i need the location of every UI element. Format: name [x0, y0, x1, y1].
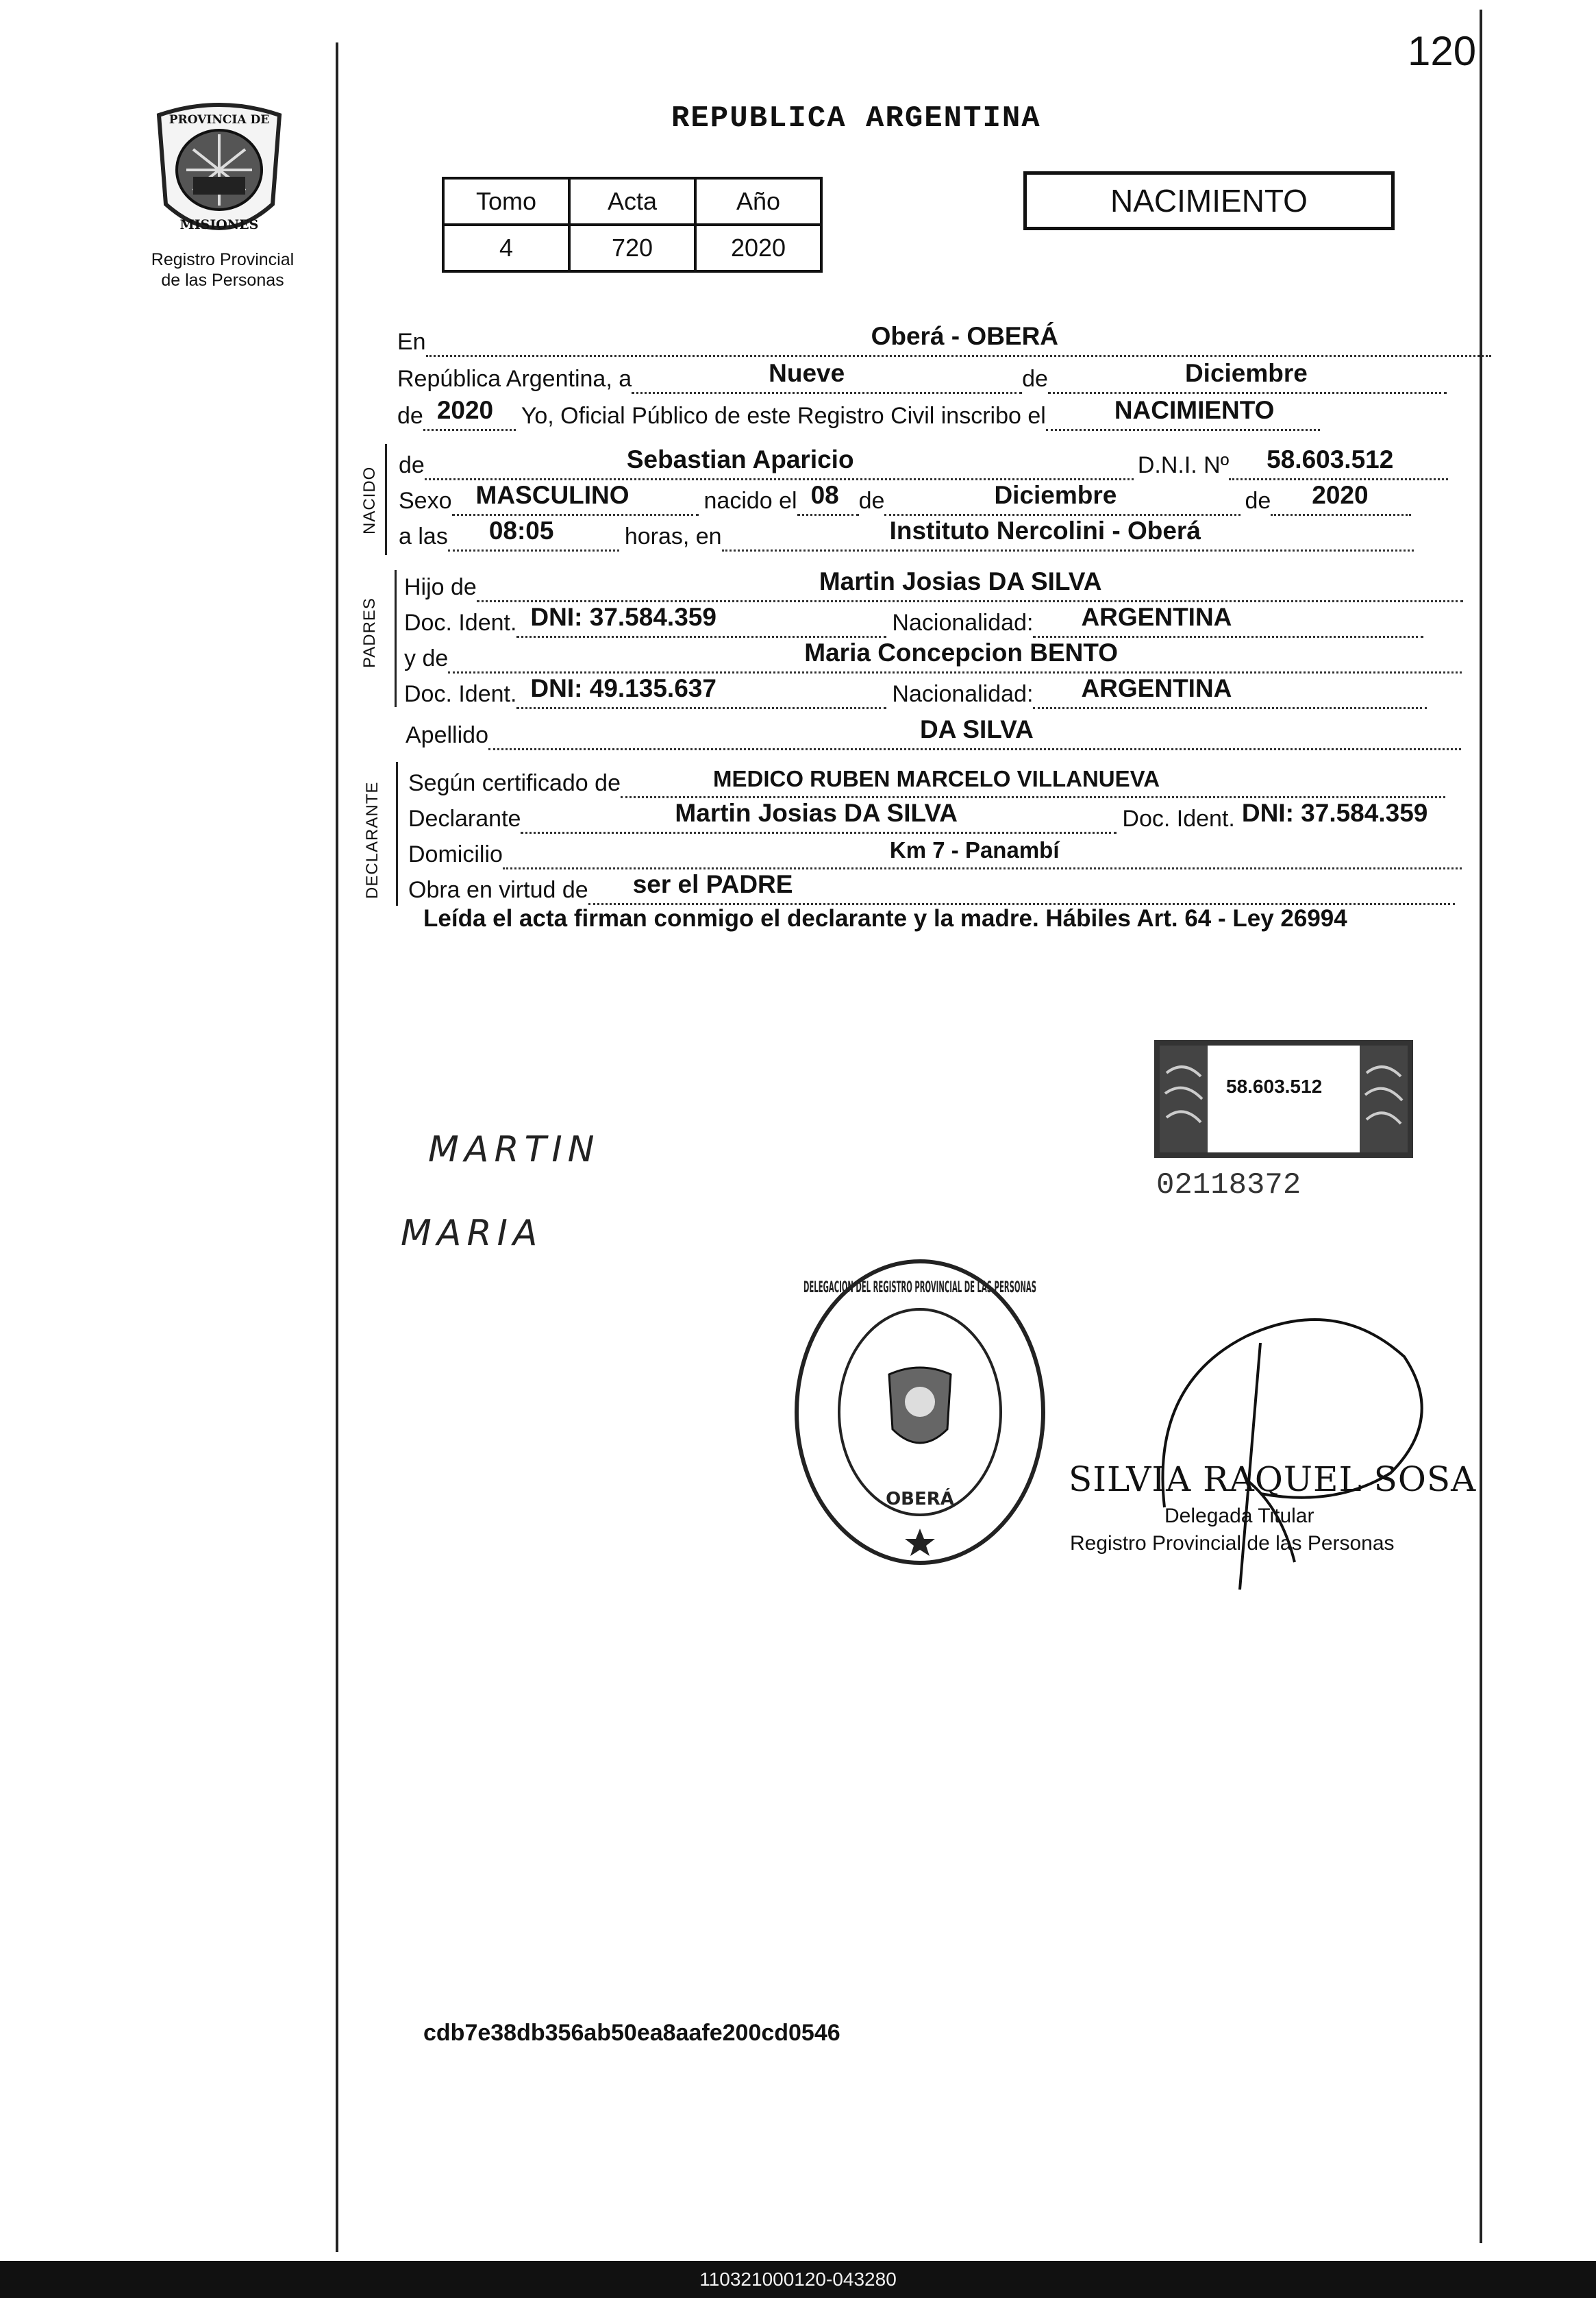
- dni-label: D.N.I. Nº: [1137, 452, 1230, 478]
- declarante-side-label: DECLARANTE: [363, 781, 382, 899]
- rep-label: República Argentina, a: [397, 366, 632, 392]
- seal-ring-text: DELEGACION DEL REGISTRO PROVINCIAL DE LAS PERSONAS: [803, 1279, 1036, 1296]
- nacido-de-label: de: [399, 452, 425, 478]
- horas-label: horas, en: [624, 523, 722, 549]
- declarante-bracket: [396, 762, 398, 906]
- value-acta: 720: [569, 225, 695, 271]
- line-mother-doc: [404, 674, 1427, 709]
- father-doc-label: Doc. Ident.: [404, 610, 517, 636]
- hijo-label: Hijo de: [404, 574, 477, 600]
- dom-label: Domicilio: [408, 841, 503, 867]
- decl-doc-label: Doc. Ident.: [1122, 806, 1235, 832]
- official-role: Delegada Titular: [1164, 1505, 1314, 1527]
- padres-bracket: [395, 570, 397, 707]
- sexo-label: Sexo: [399, 488, 452, 514]
- emblem-top-text: PROVINCIA DE: [169, 113, 270, 127]
- sex-value: MASCULINO: [475, 481, 629, 509]
- logo-caption-line2: de las Personas: [161, 271, 284, 290]
- alas-label: a las: [399, 523, 448, 549]
- en-label: En: [397, 329, 426, 355]
- declarant-doc-value: DNI: 37.584.359: [1241, 799, 1428, 827]
- logo-caption: [130, 249, 315, 291]
- line-en: [397, 322, 1491, 357]
- father-doc-value: DNI: 37.584.359: [530, 603, 716, 631]
- line-year: [397, 396, 1320, 431]
- place-value: Oberá - OBERÁ: [871, 322, 1059, 350]
- document-hash: cdb7e38db356ab50ea8aafe200cd0546: [423, 2020, 840, 2046]
- footer-code: 110321000120-043280: [0, 2261, 1596, 2298]
- mother-nat-value: ARGENTINA: [1081, 674, 1232, 702]
- record-table: [442, 177, 823, 273]
- line-hora: [399, 517, 1414, 552]
- mother-nat-label: Nacionalidad:: [892, 681, 1034, 707]
- value-tomo: 4: [443, 225, 569, 271]
- province-emblem-icon: [145, 101, 293, 245]
- line-hijo: [404, 567, 1463, 602]
- cert-label: Según certificado de: [408, 770, 621, 796]
- line-certificado: [408, 766, 1445, 798]
- line-republica: [397, 359, 1447, 394]
- mother-doc-value: DNI: 49.135.637: [530, 674, 716, 702]
- father-nat-value: ARGENTINA: [1081, 603, 1232, 631]
- record-table-header: [443, 178, 821, 225]
- record-type-box: NACIMIENTO: [1023, 171, 1395, 230]
- line-nacido-name: [399, 445, 1448, 480]
- fingerprint-card-dni: 58.603.512: [1226, 1076, 1323, 1097]
- official-name: SILVIA RAQUEL SOSA: [1069, 1459, 1477, 1499]
- line-obra: [408, 870, 1455, 905]
- address-value: Km 7 - Panambí: [889, 837, 1060, 863]
- year-value: 2020: [436, 396, 494, 424]
- declarant-name-value: Martin Josias DA SILVA: [675, 799, 958, 827]
- record-table-values: [443, 225, 821, 271]
- mother-doc-label: Doc. Ident.: [404, 681, 517, 707]
- left-margin-line: [336, 42, 338, 2252]
- event-value: NACIMIENTO: [1114, 396, 1275, 424]
- child-name-value: Sebastian Aparicio: [626, 445, 854, 473]
- header-acta: Acta: [569, 178, 695, 225]
- cert-value: MEDICO RUBEN MARCELO VILLANUEVA: [712, 766, 1160, 791]
- line-father-doc: [404, 603, 1423, 638]
- birth-month-value: Diciembre: [994, 481, 1117, 509]
- father-nat-label: Nacionalidad:: [892, 610, 1034, 636]
- padres-side-label: PADRES: [360, 597, 379, 668]
- handwritten-signature-1: MARTIN: [428, 1129, 600, 1170]
- de2-label: de: [397, 403, 423, 429]
- birth-time-value: 08:05: [488, 517, 554, 545]
- fingerprint-card-serial: 02118372: [1156, 1168, 1301, 1202]
- birth-day-value: 08: [810, 481, 839, 509]
- line-yde: [404, 639, 1462, 674]
- emblem-bottom-text: MISIONES: [179, 217, 259, 232]
- closing-note: Leída el acta firman conmigo el declarante y la madre. Hábiles Art. 64 - Ley 26994: [423, 905, 1347, 932]
- father-name-value: Martin Josias DA SILVA: [819, 567, 1102, 595]
- province-emblem: [145, 101, 293, 245]
- reason-value: ser el PADRE: [632, 870, 793, 898]
- line-declarante: [408, 799, 1430, 834]
- nacido-de-label2: de: [858, 488, 885, 514]
- birth-place-value: Instituto Nercolini - Oberá: [889, 517, 1201, 545]
- nacido-bracket: [385, 444, 387, 555]
- handwritten-signature-2: MARIA: [401, 1213, 543, 1254]
- apellido-value: DA SILVA: [919, 715, 1034, 743]
- logo-caption-line1: Registro Provincial: [151, 250, 295, 269]
- fingerprint-icon: [1160, 1046, 1408, 1152]
- fingerprint-card: [1154, 1040, 1413, 1158]
- official-seal: [786, 1251, 1053, 1573]
- seal-bottom-text: OBERÁ: [886, 1489, 954, 1509]
- month-value: Diciembre: [1184, 359, 1308, 387]
- nacido-side-label: NACIDO: [360, 466, 379, 534]
- birth-year-value: 2020: [1312, 481, 1369, 509]
- day-words-value: Nueve: [769, 359, 845, 387]
- header-tomo: Tomo: [443, 178, 569, 225]
- child-dni-value: 58.603.512: [1267, 445, 1394, 473]
- mother-name-value: Maria Concepcion BENTO: [804, 639, 1119, 667]
- officer-text: Yo, Oficial Público de este Registro Civil inscribo el: [521, 403, 1046, 429]
- country-title: REPUBLICA ARGENTINA: [671, 101, 1041, 136]
- yde-label: y de: [404, 645, 449, 671]
- official-office: Registro Provincial de las Personas: [1070, 1532, 1395, 1555]
- apellido-label: Apellido: [406, 722, 488, 748]
- line-sexo: [399, 481, 1411, 516]
- line-apellido: [406, 715, 1461, 750]
- line-domicilio: [408, 837, 1462, 869]
- decl-label: Declarante: [408, 806, 521, 832]
- page-number: 120: [1408, 28, 1477, 74]
- nacido-de-label3: de: [1245, 488, 1271, 514]
- obra-label: Obra en virtud de: [408, 877, 588, 903]
- nacido-label: nacido el: [703, 488, 797, 514]
- de-label: de: [1022, 366, 1048, 392]
- official-seal-icon: [786, 1251, 1053, 1573]
- header-anio: Año: [695, 178, 821, 225]
- value-anio: 2020: [695, 225, 821, 271]
